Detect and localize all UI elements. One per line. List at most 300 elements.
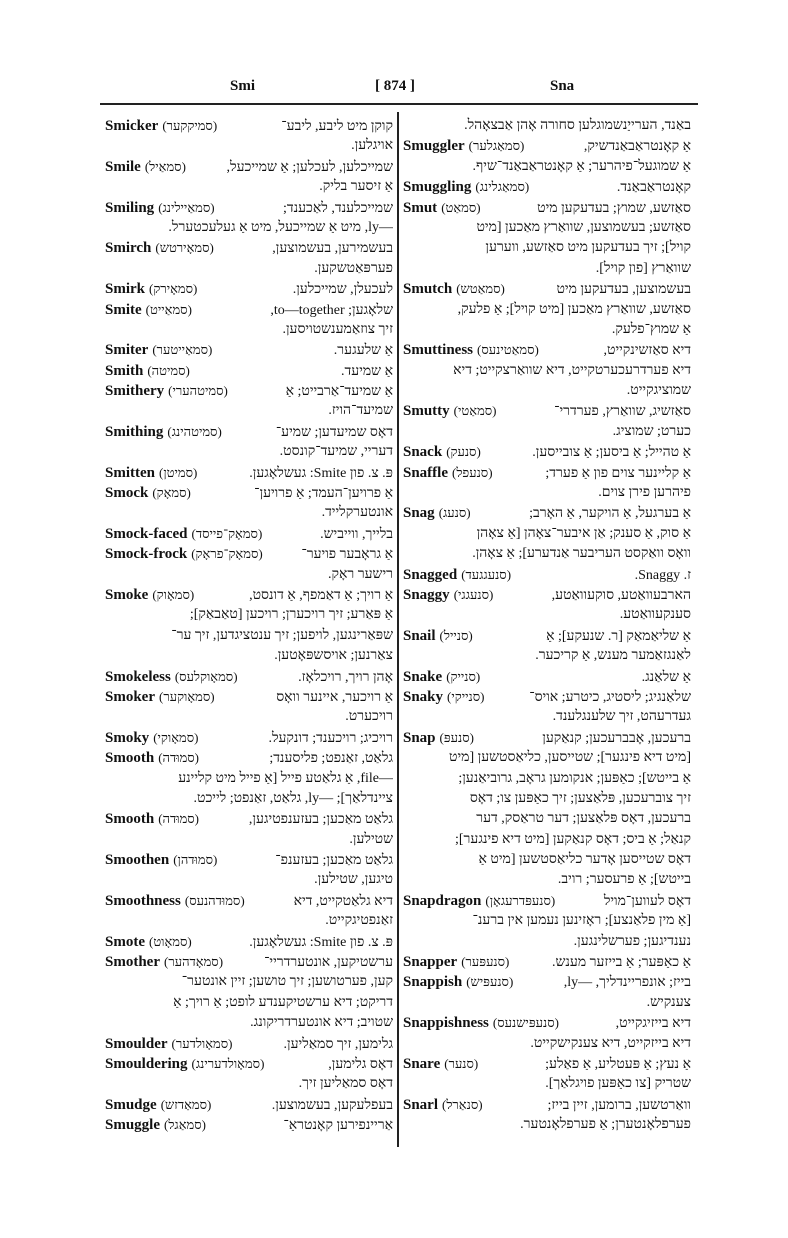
pronunciation: (סנעפּדרעגאָן)	[485, 892, 556, 908]
entry-continuation-line	[105, 789, 393, 809]
entry-continuation-line	[105, 218, 393, 238]
entry-continuation-line	[105, 401, 393, 421]
definition-text: אַ רויך; אַ דאַמפף, אַ דונסט,	[249, 587, 393, 603]
definition-text: לעכעלן, שמייכלען.	[292, 282, 393, 298]
definition-text: שלאָגען; to—together,	[270, 302, 393, 318]
definition-text: דיא בייזקייט, דיא צענקישקייט.	[530, 1035, 691, 1051]
definition-text: פּ. צ. פון Smite: געשלאָגען.	[249, 465, 393, 481]
entry-continuation-line	[403, 524, 691, 544]
dictionary-entry-line	[105, 279, 393, 299]
entry-continuation-line	[403, 932, 691, 952]
entry-continuation-line	[403, 809, 691, 829]
definition-text: פערפּאַטשקען.	[314, 260, 393, 276]
definition-text: שמייכלענד, לאַכענד;	[282, 200, 393, 216]
definition-text: דאָס שמיעדען; שמיע־	[275, 424, 393, 440]
pronunciation: (סנעק)	[446, 444, 481, 460]
headword: Snap	[403, 729, 436, 746]
definition-text: אַ כאַפּער; אַ בייזער מענש.	[551, 955, 691, 971]
definition-text: סאַזשע, שמוץ; בעדעקען מיט	[537, 200, 691, 216]
dictionary-entry-line	[105, 1095, 393, 1115]
pronunciation: (סמאַטי)	[453, 403, 497, 419]
definition-text: כערט; שמוציג.	[612, 423, 691, 439]
pronunciation: (סמוּדה)	[158, 811, 200, 827]
entry-continuation-line	[403, 483, 691, 503]
definition-text: דיא בייזיגקייט,	[615, 1016, 691, 1032]
entry-continuation-line	[105, 1074, 393, 1094]
definition-text: אַ פּאַרע; זיך רויכערן; רויכען [טאַבאַק];	[189, 607, 393, 623]
entry-continuation-line	[403, 993, 691, 1013]
pronunciation: (סמאָולדערינג)	[191, 1055, 265, 1071]
dictionary-entry-line	[403, 401, 691, 421]
definition-text: סענקעוואַטע.	[619, 607, 691, 623]
dictionary-entry-line	[105, 1034, 393, 1054]
definition-text: אַ בייטש]; כאַפּען; אנקומען גראָב, גרוביאַנען;	[458, 770, 691, 786]
dictionary-entry-line	[105, 238, 393, 258]
pronunciation: (סמיטן)	[159, 464, 198, 480]
definition-text: אַ שמיעד־אַרבייט; אַ	[285, 384, 393, 400]
definition-text: בלייך, ווייביש.	[320, 526, 393, 542]
dictionary-entry-line	[403, 585, 691, 605]
definition-text: רויכערט.	[345, 709, 393, 725]
definition-text: וואָס וואַקסט העריבער אַנדערע]; אַ צאָהן.	[472, 546, 691, 562]
pronunciation: (סמאָוק)	[152, 586, 195, 602]
headword: Smudge	[105, 1096, 157, 1113]
definition-text: זאַנפטיגקייט.	[325, 913, 393, 929]
definition-text: אַ גראָבער פויער־	[301, 547, 393, 563]
definition-text: בעפלעקען, בעשמוצען.	[271, 1097, 393, 1113]
definition-text: באַנד, הערייַנשמוגלען סחורה אָהן אַבצאָהל.	[464, 118, 691, 133]
entry-continuation-line	[105, 259, 393, 279]
definition-text: נענדיגען; פערשלינגען.	[573, 933, 691, 949]
definition-text: [אַ מין פלאַנצע]; ראָזינען נעמען אין ברענ־	[472, 913, 691, 929]
headword: Snapdragon	[403, 892, 482, 909]
pronunciation: (סמאַדזש)	[160, 1096, 212, 1112]
definition-text: טיגען, שטילען.	[314, 872, 393, 888]
entry-continuation-line	[105, 1013, 393, 1033]
headword: Smithery	[105, 383, 165, 400]
dictionary-entry-line	[403, 279, 691, 299]
headword: Smuggle	[105, 1117, 161, 1134]
definition-text: וואַרטשען, ברומען, זיין בייז;	[547, 1097, 691, 1113]
pronunciation: (סמיטה)	[147, 362, 190, 378]
headword: Snappishness	[403, 1015, 489, 1032]
dictionary-entry-line	[105, 585, 393, 605]
pronunciation: (סמאַטש)	[456, 281, 505, 297]
definition-text: —file, אַ גלאַטע פייל [אַ פייל מיט קליינע	[178, 770, 393, 786]
dictionary-entry-line	[105, 1115, 393, 1135]
definition-text: אויגלען.	[351, 138, 393, 154]
definition-text: דאָס לעווען־מויל	[603, 893, 691, 909]
entry-continuation-line	[403, 544, 691, 564]
headword: Smuttiness	[403, 342, 474, 359]
entry-continuation-line	[403, 238, 691, 258]
pronunciation: (סמאָוט)	[149, 933, 192, 949]
definition-text: אַ שלעגער.	[333, 343, 393, 359]
entry-continuation-line	[403, 1034, 691, 1054]
pronunciation: (סנער)	[444, 1055, 479, 1071]
definition-text: דעריי, שמיעד־קונסט.	[279, 444, 393, 460]
headword: Smooth	[105, 750, 155, 767]
definition-text: אַ קליינער צוים פון אַ פערד;	[545, 465, 691, 481]
definition-text: לאַנגזאַמער מענש, אַ קריכער.	[535, 648, 691, 664]
headword: Smouldering	[105, 1055, 188, 1072]
definition-text: פערפלאָנטערן; אַ פערפלאָנטער.	[520, 1117, 691, 1133]
pronunciation: (סמאָוקי)	[153, 729, 199, 745]
definition-text: שפּאַרינגען, לויפען; זיך ענטציגדען, זיך ער־	[171, 627, 393, 643]
pronunciation: (סמאַייט)	[145, 301, 192, 317]
headword: Smoky	[105, 729, 150, 746]
entry-continuation-line	[403, 320, 691, 340]
column-divider	[397, 112, 399, 1147]
definition-text: קוקן מיט ליבע, ליבע־	[281, 119, 393, 134]
definition-text: שטילען.	[349, 831, 393, 847]
dictionary-entry-line	[105, 850, 393, 870]
definition-text: אַ רויכער, איינער וואָס	[276, 689, 393, 705]
dictionary-entry-line	[105, 809, 393, 829]
entry-continuation-line	[105, 769, 393, 789]
dictionary-entry-line	[105, 952, 393, 972]
pronunciation: (סמאַייטער)	[152, 342, 213, 358]
headword: Smooth	[105, 811, 155, 828]
headword: Snappish	[403, 974, 463, 991]
entry-continuation-line	[403, 870, 691, 890]
entry-continuation-line	[403, 259, 691, 279]
definition-text: אַ נעץ; אַ פּעטליע, אַ פאַלע;	[545, 1056, 691, 1072]
entry-continuation-line	[403, 646, 691, 666]
pronunciation: (סנעג)	[438, 505, 471, 521]
headword: Smoothness	[105, 892, 181, 909]
headword: Smote	[105, 933, 145, 950]
definition-text: דיא סאַזשינקייט,	[603, 343, 691, 359]
pronunciation: (סמאַטינעס)	[477, 342, 539, 358]
definition-text: אַ סוק, אַ סענק; אַן איבער־צאָהן [אַ צאָהן	[476, 525, 691, 541]
entry-continuation-line	[105, 646, 393, 666]
pronunciation: (סנעפּיש)	[466, 974, 514, 990]
headword: Snaffle	[403, 464, 448, 481]
dictionary-entry-line	[403, 503, 691, 523]
pronunciation: (סמאַט)	[441, 199, 481, 215]
dictionary-entry-line	[105, 463, 393, 483]
headword: Smitten	[105, 464, 155, 481]
definition-text: שמוציגקייט.	[626, 383, 691, 399]
pronunciation: (סמאַיל)	[144, 158, 186, 174]
pronunciation: (סמיטהינג)	[167, 423, 222, 439]
header-rule	[100, 103, 698, 105]
definition-text: ציינדלאַך]; —ly, גלאַט, זאַנפט; לייכט.	[193, 790, 393, 806]
definition-text: גלאַט מאַכען; בעזענפ־	[275, 853, 393, 869]
dictionary-entry-line	[403, 340, 691, 360]
definition-text: פּ. צ. פון Smite: געשלאָגען.	[249, 934, 393, 950]
headword: Smoulder	[105, 1035, 168, 1052]
headword: Snail	[403, 627, 436, 644]
dictionary-entry-line	[105, 524, 393, 544]
headword: Smoothen	[105, 852, 170, 869]
definition-text: הארבעוואַטע, סוקעוואַטע,	[551, 587, 691, 603]
entry-continuation-line	[403, 789, 691, 809]
definition-text: קויל]; זיך בעדעקען מיט סאַזשע, ווערען	[485, 240, 691, 256]
pronunciation: (סנעפּ)	[439, 729, 474, 745]
definition-text: אַ שמיעד.	[341, 363, 393, 379]
dictionary-entry-line	[105, 300, 393, 320]
dictionary-entry-line	[105, 687, 393, 707]
dictionary-entry-line	[403, 177, 691, 197]
definition-text: גלימען, זיך סמאַליען.	[283, 1036, 393, 1052]
definition-text: פיהרען פירן צוים.	[598, 485, 691, 501]
pronunciation: (סמאָירטש)	[155, 240, 214, 256]
definition-text: דריקט; דיא ערשטיקענדע לופט; אַ רויך; אַ	[173, 994, 393, 1010]
pronunciation: (סנעגגעד)	[461, 566, 512, 582]
right-guide-word: Sna	[550, 78, 575, 94]
dictionary-entry-line	[105, 361, 393, 381]
entry-continuation-line	[403, 1074, 691, 1094]
pronunciation: (סמיקקער)	[162, 118, 218, 133]
pronunciation: (סנעפּישנעס)	[492, 1015, 559, 1031]
headword: Smock	[105, 485, 149, 502]
pronunciation: (סמיטהערי)	[168, 383, 228, 399]
headword: Smiling	[105, 199, 155, 216]
headword: Snapper	[403, 954, 458, 971]
entry-continuation-line	[105, 993, 393, 1013]
definition-text: ז. Snaggy.	[634, 567, 691, 583]
dictionary-entry-line	[105, 381, 393, 401]
definition-text: [מיט דיא פינגער]; שטייסען, כליאַסטשען [מיט	[449, 750, 691, 766]
definition-text: אַ שליאַמאַק [ר. שנעקע]; אַ	[546, 628, 691, 644]
definition-text: ערשטיקען, אונטערדריי־	[264, 955, 393, 971]
left-guide-word: Smi	[230, 78, 256, 94]
pronunciation: (סמאָירק)	[149, 281, 198, 297]
definition-text: געדרעהט, זיך שלענגלענד.	[552, 709, 691, 725]
pronunciation: (סנעגגי)	[453, 586, 494, 602]
headword: Smirk	[105, 281, 146, 298]
dictionary-entry-line	[403, 442, 691, 462]
headword: Smoker	[105, 688, 155, 705]
definition-text: דאָס סמאַליען זיך.	[298, 1076, 393, 1092]
entry-continuation-line	[105, 911, 393, 931]
headword: Snaky	[403, 688, 444, 705]
headword: Smutch	[403, 281, 453, 298]
running-header	[105, 78, 695, 100]
entry-continuation-line	[105, 136, 393, 156]
headword: Smicker	[105, 118, 159, 134]
pronunciation: (סמוּדהנעס)	[184, 892, 245, 908]
dictionary-entry-line	[403, 891, 691, 911]
dictionary-entry-line	[403, 687, 691, 707]
entry-continuation-line	[403, 1115, 691, 1135]
dictionary-entry-line	[105, 422, 393, 442]
pronunciation: (סמאַיילינג)	[158, 199, 215, 215]
pronunciation: (סמוּדהן)	[173, 852, 218, 868]
pronunciation: (סנייקי)	[447, 688, 485, 704]
definition-text: רישער ראָק.	[327, 566, 393, 582]
definition-text: סאַזשע, שוואַרץ מאַכען [מיט קויל]; אַ פלעק,	[457, 301, 691, 317]
entry-continuation-line	[403, 157, 691, 177]
entry-continuation-line	[105, 707, 393, 727]
entry-continuation-line	[105, 565, 393, 585]
entry-continuation-line	[105, 870, 393, 890]
headword: Snake	[403, 668, 443, 685]
pronunciation: (סמאַגל)	[164, 1117, 206, 1133]
definition-text: אַ שמוגעל־פיהרער; אַ קאָנטראַבאַנד־שיף.	[472, 158, 691, 174]
entry-continuation-line	[403, 218, 691, 238]
headword: Smoke	[105, 586, 149, 603]
pronunciation: (סמאַגלינג)	[475, 179, 530, 195]
definition-text: אַ טהייל; אַ ביסען; אַ צובייסען.	[532, 445, 691, 461]
headword: Smut	[403, 199, 438, 216]
definition-text: ברעכען, דאָס פּלאַצען; דער טראַסק, דער	[476, 811, 691, 827]
definition-text: ברעכען, אָבברעכען; קנאַקען	[542, 730, 691, 746]
definition-text: אַ זיסער בליק.	[319, 179, 393, 195]
entry-continuation-line	[105, 972, 393, 992]
entry-continuation-line	[403, 830, 691, 850]
headword: Smock-faced	[105, 525, 188, 542]
definition-text: שלאַנגיג; ליסטיג, כיטרע; אויס־	[529, 689, 691, 705]
headword: Smuggler	[403, 138, 465, 155]
headword: Smirch	[105, 240, 152, 257]
entry-continuation-line	[403, 605, 691, 625]
pronunciation: (סמאָוקלעס)	[174, 668, 238, 684]
definition-text: אָהן רויך, רויכלאָז.	[298, 669, 393, 685]
entry-continuation-line	[105, 605, 393, 625]
definition-text: רויכיג; רויכענד; דונקעל.	[268, 730, 393, 746]
entry-continuation-line	[403, 748, 691, 768]
definition-text: בעשמירען, בעשמוצען,	[272, 241, 393, 257]
definition-text: שמייכלען, לעכלען; אַ שמייכעל,	[226, 159, 393, 175]
dictionary-entry-line	[105, 544, 393, 564]
dictionary-entry-line	[403, 728, 691, 748]
definition-text: אַ פרויען־העמד; אַ פרויען־	[254, 486, 393, 502]
headword: Snag	[403, 505, 435, 522]
pronunciation: (סנאַרל)	[442, 1096, 483, 1112]
left-column	[105, 116, 393, 1136]
pronunciation: (סמאָדהער)	[164, 954, 224, 970]
entry-continuation-line	[403, 769, 691, 789]
dictionary-entry-line	[105, 1054, 393, 1074]
pronunciation: (סמאָק־פייסד)	[191, 525, 263, 541]
definition-text: אַ קאָנטראַבאַנדשיק,	[583, 139, 691, 155]
dictionary-entry-line	[403, 972, 691, 992]
entry-continuation-line	[403, 381, 691, 401]
definition-text: שוואַרץ [פון קויל].	[595, 260, 691, 276]
dictionary-entry-line	[403, 667, 691, 687]
headword: Snare	[403, 1055, 441, 1072]
entry-continuation-line	[105, 320, 393, 340]
headword: Snack	[403, 444, 443, 461]
dictionary-entry-line	[403, 136, 691, 156]
definition-text: צענקיש.	[646, 994, 691, 1010]
definition-text: אונטערקלייד.	[321, 505, 393, 521]
entry-continuation-line	[403, 422, 691, 442]
definition-text: קאָנטראַבאַנד.	[616, 180, 691, 196]
entry-continuation-line	[105, 442, 393, 462]
definition-text: סאַזשע; בעשמוצען, שוואַרץ מאַכען [מיט	[476, 219, 691, 235]
pronunciation: (סמאַגלער)	[468, 138, 525, 154]
pronunciation: (סנעפּער)	[461, 954, 510, 970]
headword: Smother	[105, 954, 160, 971]
pronunciation: (סמאָוקער)	[159, 688, 215, 704]
dictionary-entry-line	[403, 1013, 691, 1033]
dictionary-entry-line	[403, 565, 691, 585]
entry-continuation-line	[403, 116, 691, 136]
definition-text: —ly, מיט אַ שמייכעל, מיט אַ געלעכטערל.	[168, 219, 393, 235]
headword: Smutty	[403, 403, 450, 420]
entry-continuation-line	[105, 503, 393, 523]
pronunciation: (סמוּדה)	[158, 750, 200, 766]
definition-text: קנאַל; אַ ביס; דאָס קנאַקען [מיט דיא פינגער];	[454, 831, 691, 847]
dictionary-entry-line	[105, 483, 393, 503]
dictionary-entry-line	[105, 748, 393, 768]
definition-text: זיך צוזאַמענשטויסען.	[282, 321, 393, 337]
entry-continuation-line	[105, 177, 393, 197]
headword: Smuggling	[403, 179, 472, 196]
pronunciation: (סמאָק־פראָק)	[191, 546, 263, 562]
pronunciation: (סנעפל)	[452, 464, 493, 480]
headword: Smokeless	[105, 668, 171, 685]
dictionary-entry-line	[105, 667, 393, 687]
definition-text: שמיעד־הויז.	[328, 403, 393, 419]
definition-text: אַריינפירען קאָנטראַ־	[283, 1118, 393, 1134]
dictionary-entry-line	[403, 1054, 691, 1074]
dictionary-entry-line	[105, 198, 393, 218]
entry-continuation-line	[403, 300, 691, 320]
headword: Snagged	[403, 566, 458, 583]
entry-continuation-line	[403, 850, 691, 870]
definition-text: בייטש]; אַ פרעסער; רויב.	[557, 872, 691, 888]
definition-text: דאָס שטייסען אָדער כליאַסטשען [מיט אַ	[478, 852, 691, 868]
headword: Smiter	[105, 342, 149, 359]
dictionary-entry-line	[403, 952, 691, 972]
page-number: [ 874 ]	[375, 78, 415, 94]
entry-continuation-line	[105, 626, 393, 646]
headword: Snaggy	[403, 586, 450, 603]
definition-text: צאַרנען; אויסשפּאָטען.	[274, 648, 393, 664]
dictionary-entry-line	[105, 116, 393, 136]
definition-text: דיא פערדרעכערטקייט, דיא שוואַרצקייט; דיא	[453, 362, 691, 378]
dictionary-entry-line	[403, 463, 691, 483]
entry-continuation-line	[105, 830, 393, 850]
definition-text: גלאַט מאַכען; בעזענפטיגען,	[248, 812, 393, 828]
headword: Smock-frock	[105, 546, 188, 563]
definition-text: גלאַט, זאַנפט; פליסענד;	[269, 751, 393, 767]
definition-text: אַ שמוץ־פלעק.	[611, 321, 691, 337]
headword: Smile	[105, 158, 141, 175]
definition-text: קען, פערטושען; זיך טושען; זיין אונטער־	[181, 974, 393, 990]
definition-text: זיך צוברעכען, פּלאַצען; זיך כאַפּען צו; דאָס	[469, 790, 691, 806]
pronunciation: (סמאָולדער)	[171, 1035, 233, 1051]
entry-continuation-line	[403, 361, 691, 381]
headword: Smite	[105, 301, 142, 318]
headword: Smithing	[105, 423, 164, 440]
dictionary-entry-line	[403, 1095, 691, 1115]
headword: Snarl	[403, 1096, 439, 1113]
dictionary-entry-line	[105, 157, 393, 177]
dictionary-entry-line	[105, 728, 393, 748]
definition-text: דיא גלאַטקייט, דיא	[293, 893, 393, 909]
dictionary-entry-line	[105, 891, 393, 911]
pronunciation: (סנייק)	[446, 668, 481, 684]
definition-text: אַ בערגעל, אַ הויקער, אַ האָרב;	[529, 506, 691, 522]
pronunciation: (סמאָק)	[152, 485, 191, 501]
dictionary-entry-line	[105, 932, 393, 952]
right-column	[403, 116, 691, 1136]
dictionary-entry-line	[403, 626, 691, 646]
definition-text: שטריק [צו כאַפּען פויגלאַך].	[545, 1076, 691, 1092]
definition-text: דאָס גלימען,	[328, 1056, 393, 1072]
definition-text: סאַזשיג, שוואַרץ, פערדרי־	[554, 404, 691, 420]
definition-text: בייז; אונפריינדליך, —ly,	[563, 975, 691, 991]
entry-continuation-line	[403, 707, 691, 727]
dictionary-entry-line	[105, 340, 393, 360]
dictionary-entry-line	[403, 198, 691, 218]
